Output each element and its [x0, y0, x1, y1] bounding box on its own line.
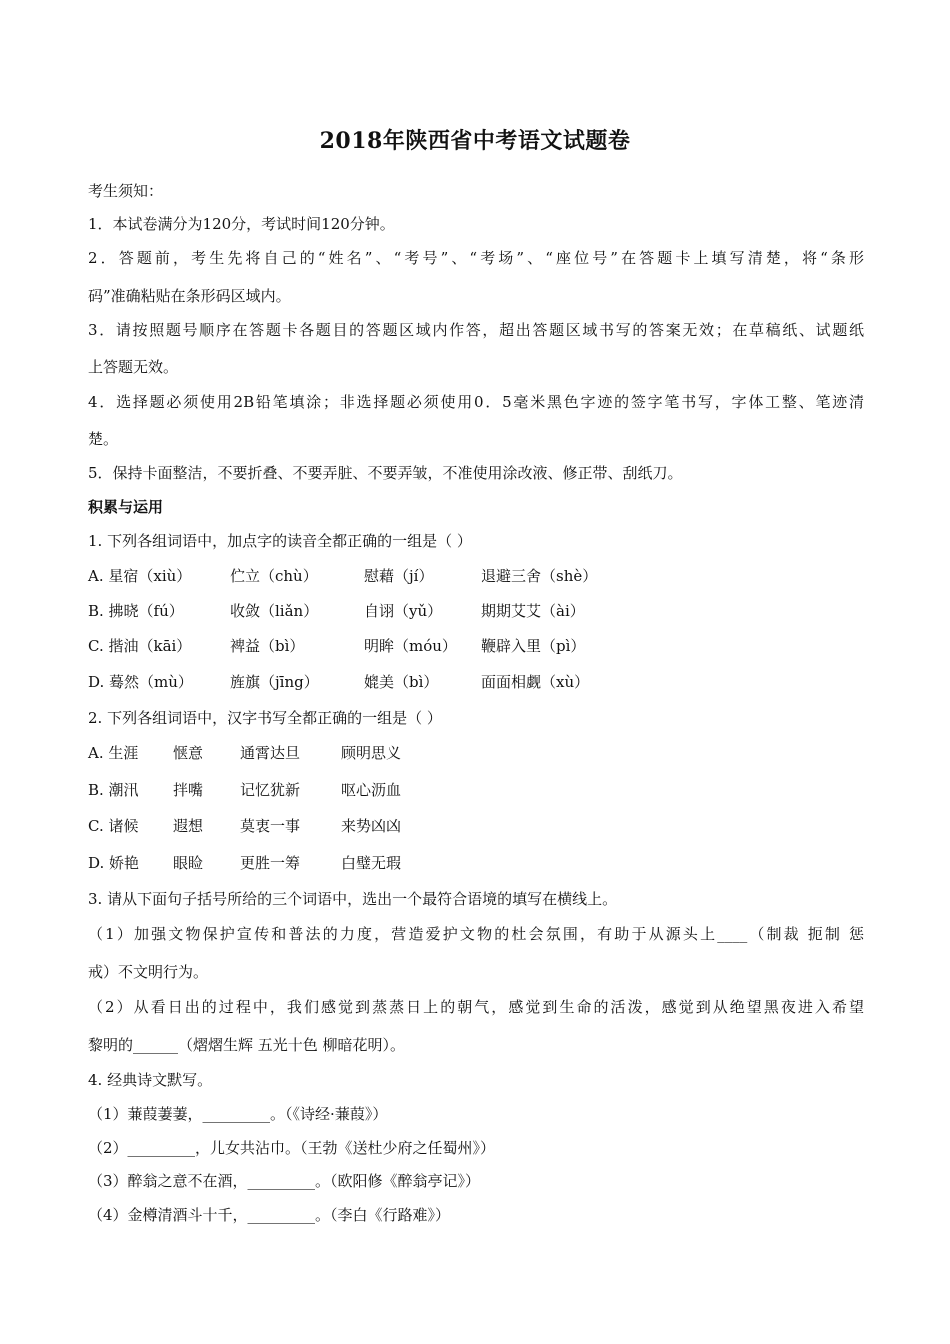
q2-b-1: B. 潮汛: [88, 781, 139, 799]
q3-line-1-cont: 戒）不文明行为。: [88, 963, 209, 981]
q4-line-4: （4）金樽清酒斗十千，_________。（李白《行路难》）: [88, 1206, 451, 1224]
q1-c-1: C. 揩油（kāi）: [88, 637, 192, 655]
section-title: 积累与运用: [88, 498, 164, 516]
notice-item-3-cont: 上答题无效。: [88, 358, 179, 376]
notice-item-4: 4．选择题必须使用2B铅笔填涂；非选择题必须使用0．5毫米黑色字迹的签字笔书写，字体工整、笔迹清: [88, 393, 864, 411]
q3-stem: 3. 请从下面句子括号所给的三个词语中，选出一个最符合语境的填写在横线上。: [88, 890, 618, 908]
q1-c-3: 明眸（móu）: [364, 637, 457, 655]
notice-item-1: 1．本试卷满分为120分，考试时间120分钟。: [88, 215, 395, 233]
q2-a-4: 顾明思义: [341, 744, 402, 762]
notice-item-4-cont: 楚。: [88, 430, 119, 448]
q2-d-1: D. 娇艳: [88, 854, 140, 872]
q4-line-1: （1）蒹葭萋萋，_________。（《诗经·蒹葭》）: [88, 1105, 388, 1123]
q2-d-2: 眼睑: [173, 854, 204, 872]
q1-b-4: 期期艾艾（ài）: [481, 602, 585, 620]
q2-a-2: 惬意: [173, 744, 204, 762]
notice-item-3: 3．请按照题号顺序在答题卡各题目的答题区域内作答，超出答题区域书写的答案无效；在草稿纸、试题纸: [88, 321, 864, 339]
q4-stem: 4. 经典诗文默写。: [88, 1071, 213, 1089]
q4-line-2: （2）_________，儿女共沾巾。（王勃《送杜少府之任蜀州》）: [88, 1139, 496, 1157]
notice-item-2-cont: 码”准确粘贴在条形码区域内。: [88, 287, 291, 305]
q3-line-1: （1）加强文物保护宣传和普法的力度，营造爱护文物的杜会氛围，有助于从源头上____（制裁 扼制 惩: [88, 925, 864, 943]
q2-b-3: 记忆犹新: [240, 781, 301, 799]
q1-c-2: 裨益（bì）: [230, 637, 305, 655]
q3-line-2-cont: 黎明的______（熠熠生辉 五光十色 柳暗花明）。: [88, 1036, 406, 1054]
q2-a-3: 通霄达旦: [240, 744, 301, 762]
q2-d-3: 更胜一筹: [240, 854, 301, 872]
q3-line-2: （2）从看日出的过程中，我们感觉到蒸蒸日上的朝气，感觉到生命的活泼，感觉到从绝望黑夜进入希望: [88, 998, 864, 1016]
q2-c-3: 莫衷一事: [240, 817, 301, 835]
page-title: 2018年陕西省中考语文试题卷: [319, 128, 631, 154]
q2-c-2: 遐想: [173, 817, 204, 835]
q2-b-2: 拌嘴: [173, 781, 204, 799]
q1-stem: 1. 下列各组词语中，加点字的读音全都正确的一组是（ ）: [88, 532, 472, 550]
q1-a-1: A. 星宿（xiù）: [88, 567, 192, 585]
q1-c-4: 鞭辟入里（pì）: [481, 637, 586, 655]
q2-c-4: 来势凶凶: [341, 817, 402, 835]
q2-b-4: 呕心沥血: [341, 781, 402, 799]
q1-b-1: B. 拂晓（fú）: [88, 602, 184, 620]
notice-header: 考生须知：: [88, 182, 164, 200]
q1-a-4: 退避三舍（shè）: [481, 567, 598, 585]
q1-d-4: 面面相觑（xù）: [481, 673, 590, 691]
q4-line-3: （3）醉翁之意不在酒，_________。（欧阳修《醉翁亭记》）: [88, 1172, 481, 1190]
q1-d-1: D. 蓦然（mù）: [88, 673, 193, 691]
q1-a-3: 慰藉（jí）: [364, 567, 434, 585]
q2-d-4: 白璧无瑕: [341, 854, 402, 872]
notice-item-5: 5．保持卡面整洁，不要折叠、不要弄脏、不要弄皱，不准使用涂改液、修正带、刮纸刀。: [88, 464, 683, 482]
q2-a-1: A. 生涯: [88, 744, 139, 762]
q2-stem: 2. 下列各组词语中，汉字书写全都正确的一组是（ ）: [88, 709, 442, 727]
q1-b-2: 收敛（liǎn）: [230, 602, 319, 620]
q1-d-2: 旌旗（jīng）: [230, 673, 319, 691]
q2-c-1: C. 诸候: [88, 817, 139, 835]
q1-b-3: 自诩（yǔ）: [364, 602, 443, 620]
notice-item-2: 2．答题前，考生先将自己的“姓名”、“考号”、“考场”、“座位号”在答题卡上填写清楚，将“条形: [88, 249, 864, 267]
q1-a-2: 伫立（chù）: [230, 567, 318, 585]
q1-d-3: 媲美（bì）: [364, 673, 439, 691]
